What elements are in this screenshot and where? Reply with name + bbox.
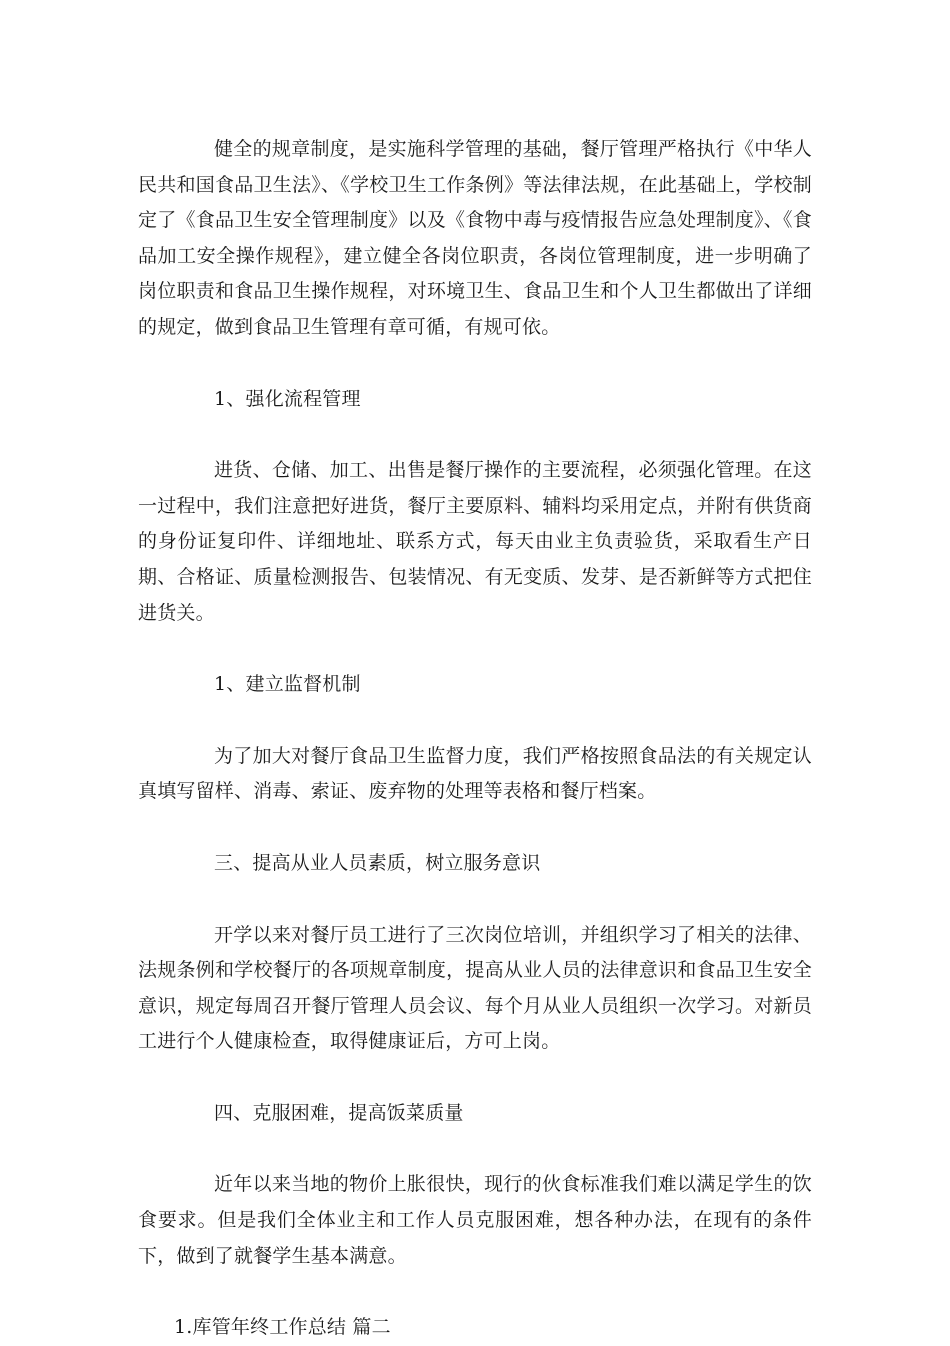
heading-staff-quality: 三、提高从业人员素质，树立服务意识 (214, 851, 541, 874)
paragraph-process: 进货、仓储、加工、出售是餐厅操作的主要流程，必须强化管理。在这一过程中，我们注意把好进货，餐厅主要原料、辅料均采用定点，并附有供货商的身份证复印件、详细地址、联系方式，每天由业主负责验货，采取看生产日期、合格证、质量检测报告、包装情况、有无变质、发芽、是否新鲜等方式把住进货关。 (138, 459, 812, 624)
section-title: 1.库管年终工作总结 篇二 (174, 1316, 391, 1339)
heading-process-management: 1、强化流程管理 (214, 387, 361, 410)
paragraph-training: 开学以来对餐厅员工进行了三次岗位培训，并组织学习了相关的法律、法规条例和学校餐厅的各项规章制度，提高从业人员的法律意识和食品卫生安全意识，规定每周召开餐厅管理人员会议、每个月从业人员组织一次学习。对新员工进行个人健康检查，取得健康证后，方可上岗。 (138, 923, 812, 1053)
heading-food-quality: 四、克服困难，提高饭菜质量 (214, 1101, 464, 1124)
paragraph-regulations: 健全的规章制度，是实施科学管理的基础，餐厅管理严格执行《中华人民共和国食品卫生法》、《学校卫生工作条例》等法律法规，在此基础上，学校制定了《食品卫生安全管理制度》以及《食物中毒与疫情报告应急处理制度》、《食品加工安全操作规程》，建立健全各岗位职责，各岗位管理制度，进一步明确了岗位职责和食品卫生操作规程，对环境卫生、食品卫生和个人卫生都做出了详细的规定，做到食品卫生管理有章可循，有规可依。 (138, 138, 812, 338)
paragraph-supervision: 为了加大对餐厅食品卫生监督力度，我们严格按照食品法的有关规定认真填写留样、消毒、索证、废弃物的处理等表格和餐厅档案。 (138, 744, 812, 803)
document-page (138, 132, 812, 1346)
heading-supervision: 1、建立监督机制 (214, 673, 361, 696)
paragraph-prices: 近年以来当地的物价上胀很快，现行的伙食标准我们难以满足学生的饮食要求。但是我们全体业主和工作人员克服困难，想各种办法，在现有的条件下，做到了就餐学生基本满意。 (138, 1173, 812, 1267)
